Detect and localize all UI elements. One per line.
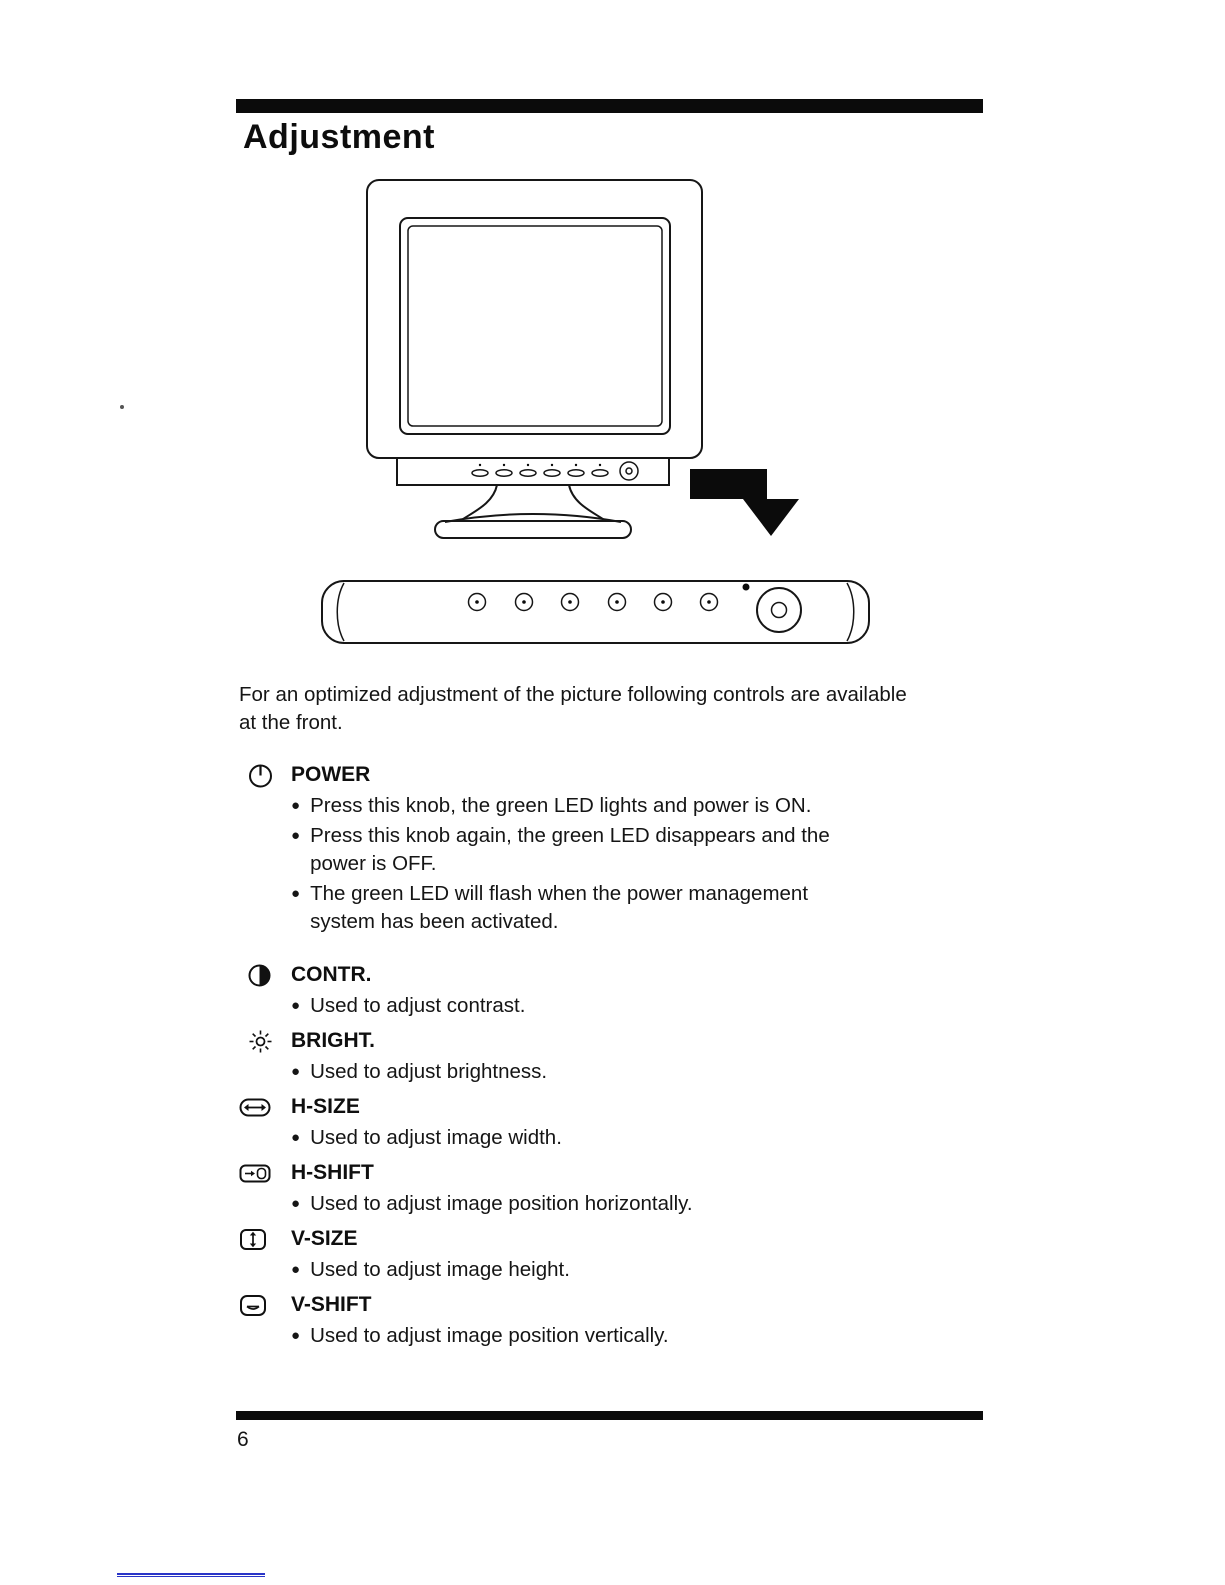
bullet-item: ● Used to adjust brightness. [239,1058,984,1086]
scan-artifact-blue-line [117,1573,265,1577]
bullet-item: ● Used to adjust image height. [239,1256,984,1284]
control-section-brightness [239,1026,984,1086]
scan-artifact-dot [120,405,124,409]
contrast-icon [239,963,279,988]
top-rule [236,99,983,113]
bullet-item: ● Used to adjust image position vertically. [239,1322,984,1350]
control-label: POWER [291,763,371,786]
v-size-icon [239,1228,279,1251]
control-section-power [239,760,984,936]
bullet-dot: ● [291,1129,301,1146]
monitor-illustration [297,172,897,667]
brightness-icon [239,1028,279,1055]
panel-knobs [469,594,718,611]
controls-list [239,760,984,1350]
h-size-icon [239,1097,279,1118]
monitor-figure [297,172,897,667]
bullet-dot: ● [291,1261,301,1278]
control-section-h-size [239,1092,984,1152]
control-label: H-SHIFT [291,1161,374,1184]
bullet-item: ● Used to adjust image width. [239,1124,984,1152]
front-panel-zoom [322,581,869,643]
monitor-front-buttons [397,458,669,485]
control-section-v-shift [239,1290,984,1350]
control-section-h-shift [239,1158,984,1218]
bullet-dot: ● [291,797,301,814]
bullet-item: ● Used to adjust image position horizontally. [239,1190,984,1218]
control-section-v-size [239,1224,984,1284]
power-icon [239,762,279,789]
bullet-dot: ● [291,1063,301,1080]
control-label: CONTR. [291,963,372,986]
bullet-dot: ● [291,997,301,1014]
bullet-dot: ● [291,885,301,902]
intro-text: For an optimized adjustment of the picture following controls are available at the front. [239,683,907,734]
control-label: BRIGHT. [291,1029,375,1052]
zoom-arrow [690,469,799,536]
bullet-dot: ● [291,1327,301,1344]
control-label: H-SIZE [291,1095,360,1118]
bullet-dot: ● [291,1195,301,1212]
bullet-dot: ● [291,827,301,844]
monitor-screen [400,218,670,434]
bullet-item: ● The green LED will flash when the power management system has been activated. [239,880,984,936]
power-led [743,584,750,591]
control-section-contrast [239,960,984,1020]
bullet-item: ● Used to adjust contrast. [239,992,984,1020]
front-power-knob [620,462,638,480]
page-number: 6 [237,1428,249,1451]
monitor-body [367,180,702,458]
panel-power-button [743,584,802,633]
h-shift-icon [239,1163,279,1184]
monitor-stand [435,485,631,538]
control-label: V-SIZE [291,1227,358,1250]
v-shift-icon [239,1294,279,1317]
page-title: Adjustment [243,118,435,156]
bottom-rule [236,1411,983,1420]
control-label: V-SHIFT [291,1293,372,1316]
bullet-item: ● Press this knob, the green LED lights and power is ON. [239,792,984,820]
bullet-item: ● Press this knob again, the green LED disappears and the power is OFF. [239,822,984,878]
